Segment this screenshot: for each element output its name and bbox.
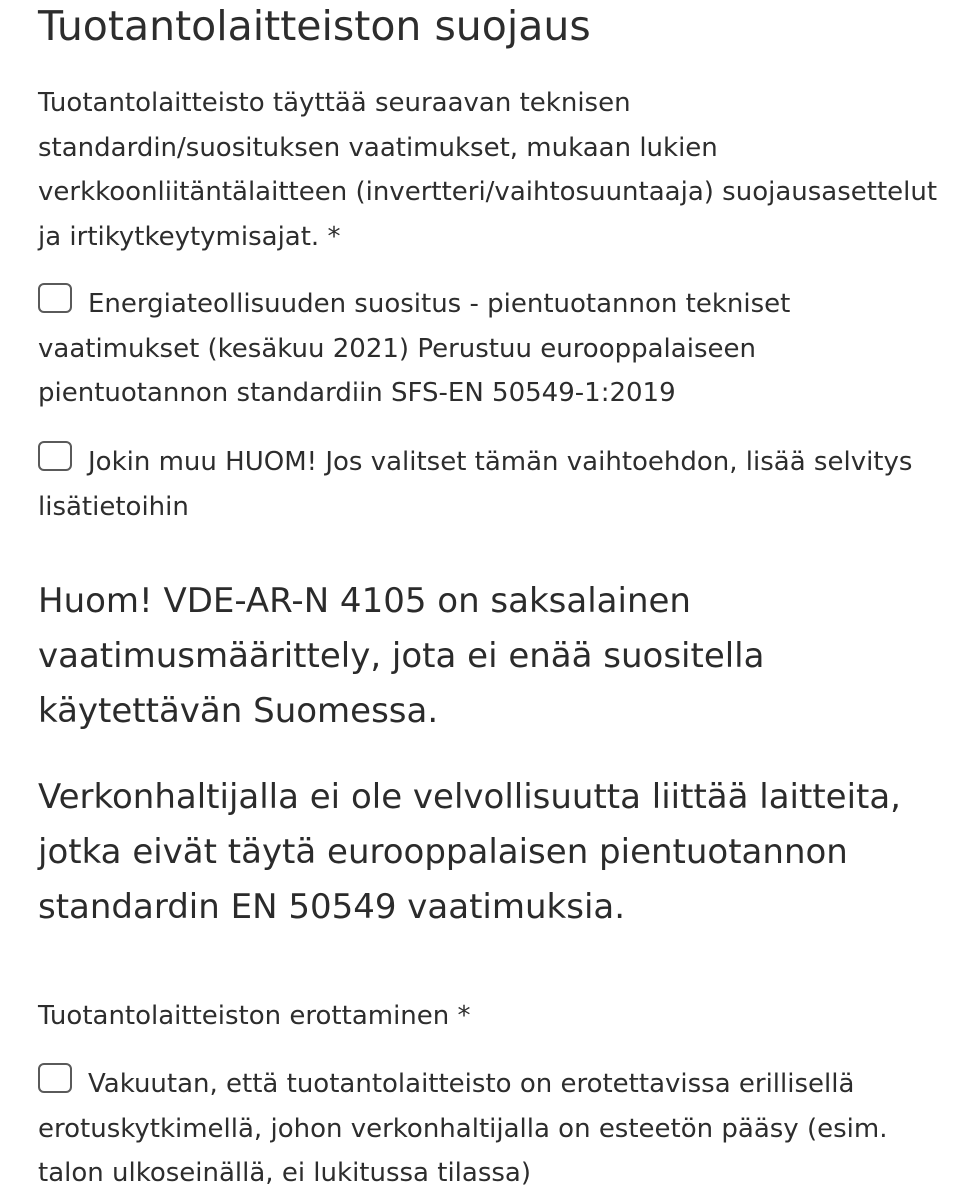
protection-question-label: Tuotantolaitteisto täyttää seuraavan teknisen standardin/suosituksen vaatimukset, mukaan lukien verkkoonliitäntälaitteen (invertteri/vaihtosuuntaaja) suojausasettelut ja irtikytkeytymisajat. * [38,88,938,252]
note-obligation: Verkonhaltijalla ei ole velvollisuutta liittää laitteita, jotka eivät täytä eurooppalaisen pientuotannon standardin EN 50549 vaatimuksia. [38,777,901,927]
checkbox-jokin-muu[interactable] [38,441,72,471]
option-energiateollisuus-label: Energiateollisuuden suositus - pientuotannon tekniset vaatimukset (kesäkuu 2021) Perustuu eurooppalaiseen pientuotannon standardiin SFS-EN 50549-1:2019 [38,289,791,408]
option-erotuskytkin[interactable] [38,1062,938,1196]
option-erotuskytkin-label: Vakuutan, että tuotantolaitteisto on erotettavissa erillisellä erotuskytkimellä, johon verkonhaltijalla on esteetön pääsy (esim. talon ulkoseinällä, ei lukitussa tilassa) [38,1069,888,1188]
option-jokin-muu-label: Jokin muu HUOM! Jos valitset tämän vaihtoehdon, lisää selvitys lisätietoihin [38,447,913,522]
disconnection-question-label: Tuotantolaitteiston erottaminen * [38,1001,471,1031]
option-jokin-muu[interactable] [38,440,938,529]
section-title: Tuotantolaitteiston suojaus [38,2,591,50]
checkbox-erotuskytkin[interactable] [38,1063,72,1093]
note-vde: Huom! VDE-AR-N 4105 on saksalainen vaatimusmäärittely, jota ei enää suositella käytettävän Suomessa. [38,581,765,731]
checkbox-energiateollisuus[interactable] [38,283,72,313]
option-energiateollisuus[interactable] [38,282,938,416]
